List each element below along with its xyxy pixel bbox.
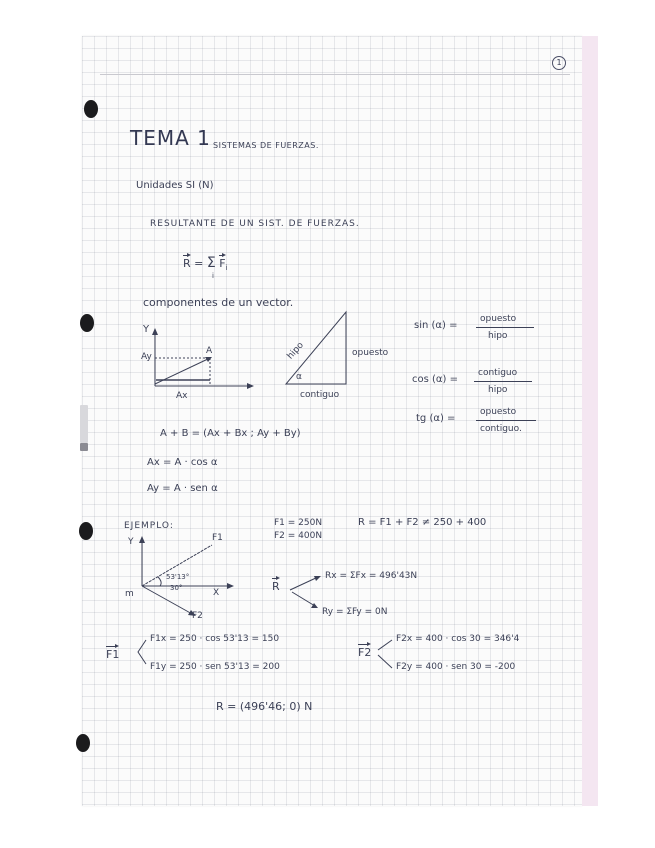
cos-fraction-line <box>474 381 532 382</box>
angle-label: α <box>296 372 302 382</box>
ay-label: Ay <box>141 352 152 362</box>
f2-label <box>358 646 371 659</box>
rx-formula: Rx = ΣFx = 496'43N <box>325 571 418 581</box>
final-result: R = (496'46; 0) N <box>216 700 313 713</box>
ex-angle1-label: 53'13° <box>166 573 190 581</box>
example-label: EJEMPLO: <box>124 521 174 531</box>
r-label <box>272 580 280 593</box>
ex-y-label: Y <box>128 537 134 547</box>
f2y-formula: F2y = 400 · sen 30 = -200 <box>396 662 516 672</box>
cos-denominator: hipo <box>488 385 508 395</box>
x-axis-arrowhead <box>247 383 254 389</box>
sin-label: sin (α) = <box>414 320 458 331</box>
ay-formula: Ay = A · sen α <box>147 483 218 494</box>
f2-vector: F2 <box>358 646 372 659</box>
ex-f1-label: F1 <box>212 533 223 543</box>
ry-formula: Ry = ΣFy = 0N <box>322 607 388 617</box>
f1-vector: F1 <box>106 648 120 661</box>
f1-label <box>106 648 119 661</box>
opposite-label: opuesto <box>352 348 389 358</box>
ex-x-arrowhead <box>227 583 234 589</box>
ry-arrow <box>292 592 315 606</box>
sin-fraction-line <box>476 327 534 328</box>
tg-label: tg (α) = <box>416 413 456 424</box>
f1-bracket <box>138 640 146 664</box>
ex-x-label: X <box>213 588 220 598</box>
cos-numerator: contiguo <box>478 368 518 378</box>
vector-F: F <box>219 257 226 270</box>
f2y-arrow <box>378 655 392 668</box>
vector-sum-formula: A + B = (Ax + Bx ; Ay + By) <box>160 428 301 439</box>
resultant-heading: RESULTANTE DE UN SIST. DE FUERZAS. <box>150 219 360 229</box>
y-axis-arrowhead <box>152 328 158 335</box>
ex-f2-line <box>142 586 194 615</box>
sin-denominator: hipo <box>488 331 508 341</box>
tg-fraction-line <box>476 420 536 421</box>
cos-label: cos (α) = <box>412 374 458 385</box>
components-heading: componentes de un vector. <box>143 296 294 309</box>
vector-R: R <box>183 257 191 270</box>
units-line: Unidades SI (N) <box>136 180 214 191</box>
ex-y-arrowhead <box>139 536 145 543</box>
page-title: TEMA 1 <box>130 126 211 150</box>
rx-arrow <box>290 577 318 590</box>
sigma-symbol: Σ <box>206 255 216 271</box>
sum-index: i <box>212 272 214 280</box>
tg-denominator: contiguo. <box>480 424 522 434</box>
f2x-arrow <box>378 640 392 650</box>
point-A-label: A <box>206 346 213 356</box>
example-f1: F1 = 250N <box>274 518 323 528</box>
f1x-formula: F1x = 250 · cos 53'13 = 150 <box>150 634 280 644</box>
ax-label: Ax <box>176 391 188 401</box>
f2x-formula: F2x = 400 · cos 30 = 346'4 <box>396 634 520 644</box>
hypotenuse-label: hipo <box>285 340 306 362</box>
vector-F-subscript: i <box>225 264 228 273</box>
page-subtitle: SISTEMAS DE FUERZAS. <box>213 141 319 150</box>
equals-sign: = <box>194 257 204 270</box>
ex-f2-label: F2 <box>192 611 203 621</box>
y-axis-label: Y <box>143 324 150 335</box>
ax-formula: Ax = A · cos α <box>147 457 218 468</box>
example-r-formula: R = F1 + F2 ≠ 250 + 400 <box>358 517 487 528</box>
ex-m-label: m <box>125 589 134 599</box>
tg-numerator: opuesto <box>480 407 517 417</box>
ex-angle2-label: 30° <box>170 584 183 592</box>
r-vector: R <box>272 580 280 593</box>
f1y-formula: F1y = 250 · sen 53'13 = 200 <box>150 662 280 672</box>
sin-numerator: opuesto <box>480 314 517 324</box>
example-f2: F2 = 400N <box>274 531 323 541</box>
rx-arrowhead <box>314 576 321 581</box>
ex-angle-arc <box>158 577 161 586</box>
page-number: 1 <box>552 56 566 70</box>
adjacent-label: contiguo <box>300 390 340 400</box>
